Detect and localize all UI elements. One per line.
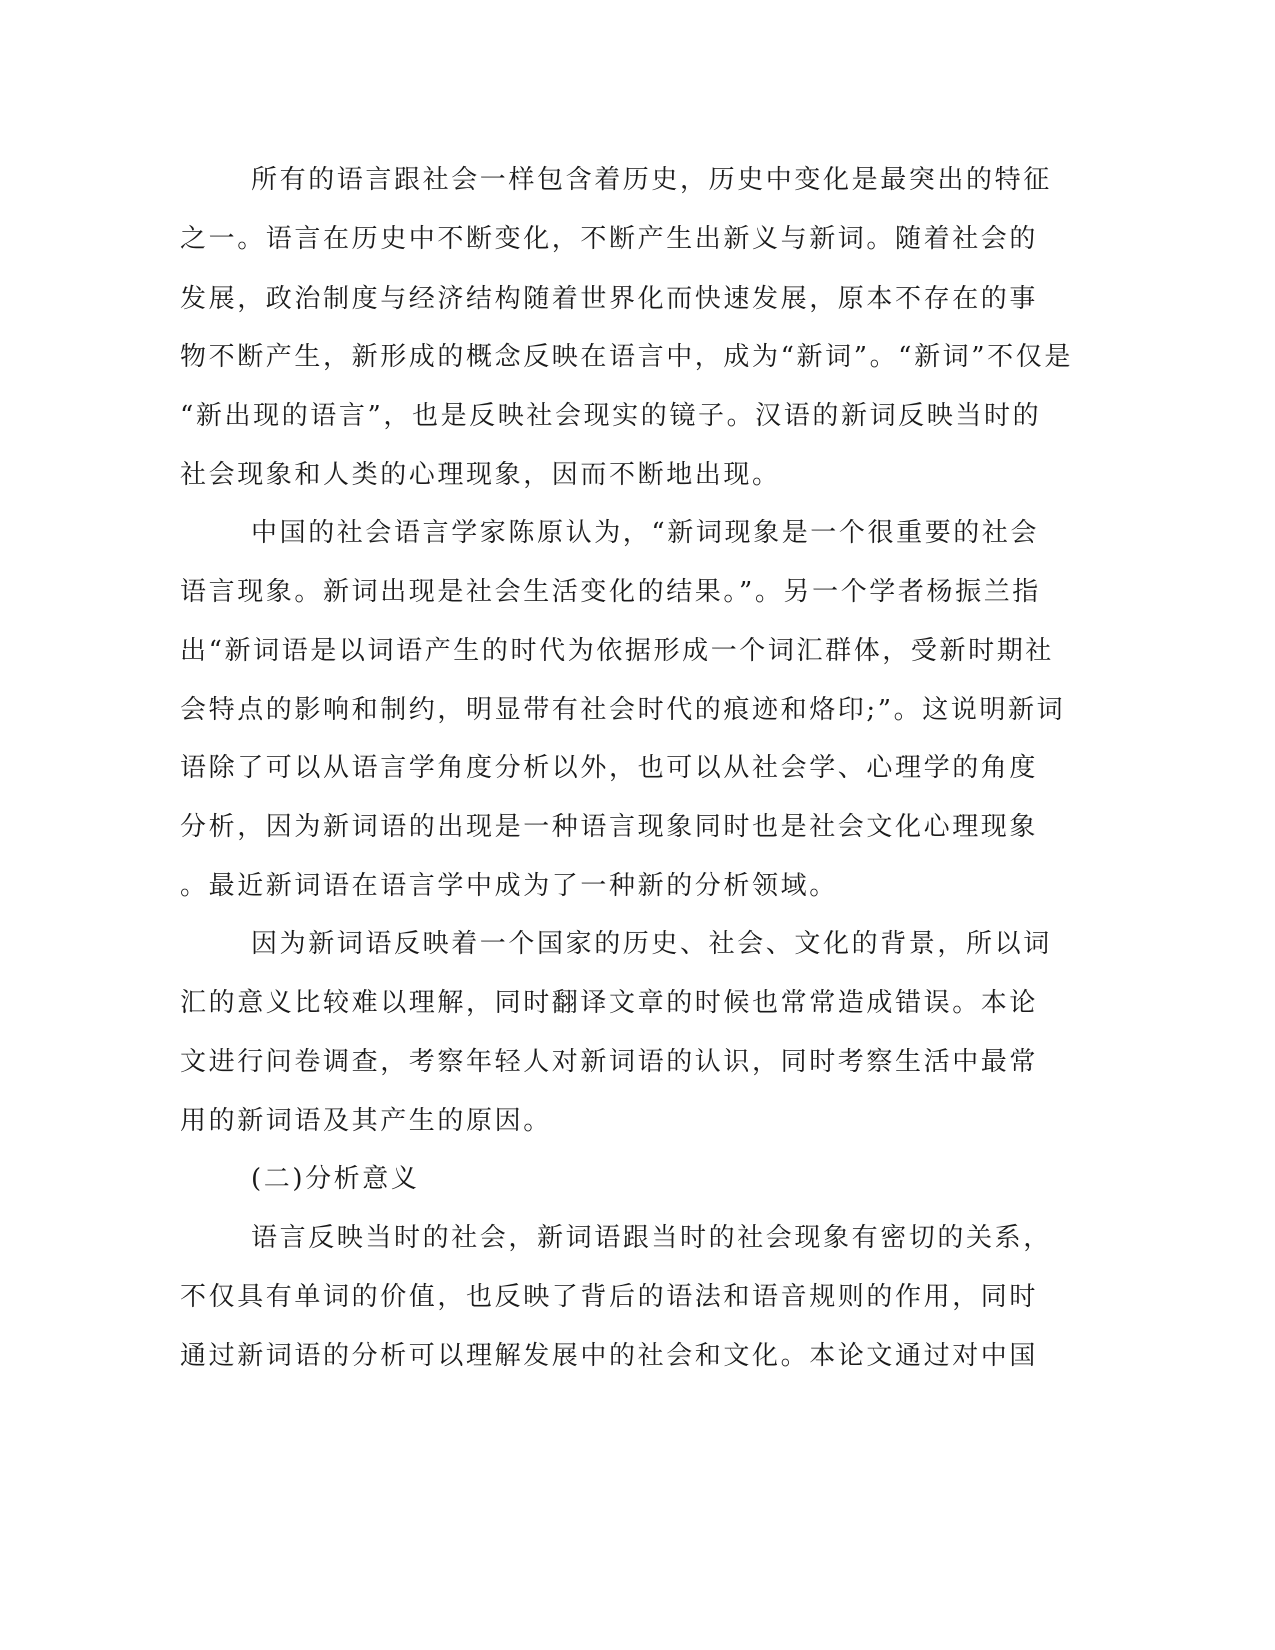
paragraph-4-line-3: 通过新词语的分析可以理解发展中的社会和文化。本论文通过对中国 bbox=[180, 1341, 1039, 1371]
paragraph-2-line-4: 会特点的影响和制约，明显带有社会时代的痕迹和烙印;”。这说明新词 bbox=[180, 695, 1066, 725]
paragraph-1-line-1: 所有的语言跟社会一样包含着历史，历史中变化是最突出的特征 bbox=[251, 165, 1052, 195]
paragraph-4-line-1: 语言反映当时的社会，新词语跟当时的社会现象有密切的关系， bbox=[251, 1223, 1052, 1253]
paragraph-3-line-2: 汇的意义比较难以理解，同时翻译文章的时候也常常造成错误。本论 bbox=[180, 988, 1039, 1018]
paragraph-1-line-2: 之一。语言在历史中不断变化，不断产生出新义与新词。随着社会的 bbox=[180, 224, 1039, 254]
paragraph-2-line-1: 中国的社会语言学家陈原认为，“新词现象是一个很重要的社会 bbox=[251, 518, 1040, 548]
paragraph-2-line-2: 语言现象。新词出现是社会生活变化的结果。”。另一个学者杨振兰指 bbox=[180, 577, 1041, 607]
section-heading: (二)分析意义 bbox=[251, 1164, 420, 1194]
paragraph-1-line-5: “新出现的语言”，也是反映社会现实的镜子。汉语的新词反映当时的 bbox=[180, 401, 1042, 431]
paragraph-1-line-3: 发展，政治制度与经济结构随着世界化而快速发展，原本不存在的事 bbox=[180, 284, 1039, 314]
paragraph-4-line-2: 不仅具有单词的价值，也反映了背后的语法和语音规则的作用，同时 bbox=[180, 1282, 1039, 1312]
paragraph-3-line-3: 文进行问卷调查，考察年轻人对新词语的认识，同时考察生活中最常 bbox=[180, 1047, 1039, 1077]
paragraph-2-line-6: 分析，因为新词语的出现是一种语言现象同时也是社会文化心理现象 bbox=[180, 812, 1039, 842]
paragraph-1-line-4: 物不断产生，新形成的概念反映在语言中，成为“新词”。“新词”不仅是 bbox=[180, 342, 1073, 372]
paragraph-3-line-4: 用的新词语及其产生的原因。 bbox=[180, 1106, 552, 1136]
paragraph-2-line-3: 出“新词语是以词语产生的时代为依据形成一个词汇群体，受新时期社 bbox=[180, 636, 1054, 666]
paragraph-2-line-5: 语除了可以从语言学角度分析以外，也可以从社会学、心理学的角度 bbox=[180, 753, 1039, 783]
paragraph-1-line-6: 社会现象和人类的心理现象，因而不断地出现。 bbox=[180, 460, 781, 490]
paragraph-3-line-1: 因为新词语反映着一个国家的历史、社会、文化的背景，所以词 bbox=[251, 929, 1052, 959]
paragraph-2-line-7: 。最近新词语在语言学中成为了一种新的分析领域。 bbox=[180, 871, 838, 901]
